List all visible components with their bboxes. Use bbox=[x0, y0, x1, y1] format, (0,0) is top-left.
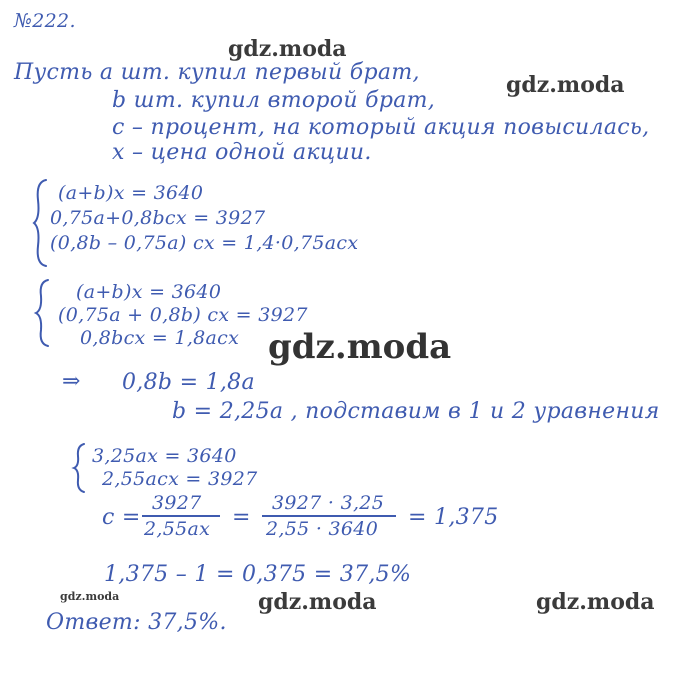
watermark: gdz.moda bbox=[228, 36, 347, 62]
system1-eq-2: 0,75a+0,8bcx = 3927 bbox=[50, 207, 266, 229]
c-result: = 1,375 bbox=[408, 505, 499, 530]
c-lhs: c = bbox=[102, 505, 141, 530]
intro-line-1: Пусть a шт. купил первый брат, bbox=[14, 60, 420, 85]
c-frac2-bar bbox=[262, 515, 396, 517]
watermark: gdz.moda bbox=[536, 589, 655, 615]
c-frac2-numerator: 3927 · 3,25 bbox=[272, 492, 385, 514]
c-equals: = bbox=[232, 505, 251, 530]
percent-line: 1,375 – 1 = 0,375 = 37,5% bbox=[104, 562, 412, 587]
watermark: gdz.moda bbox=[60, 590, 120, 603]
answer: Ответ: 37,5%. bbox=[46, 610, 227, 635]
system1-eq-1: (a+b)x = 3640 bbox=[58, 182, 204, 204]
system2-eq-1: (a+b)x = 3640 bbox=[76, 281, 222, 303]
system2-eq-3: 0,8bcx = 1,8acx bbox=[80, 327, 240, 349]
watermark: gdz.moda bbox=[506, 72, 625, 98]
problem-number: №222. bbox=[14, 10, 76, 32]
watermark: gdz.moda bbox=[268, 327, 452, 367]
watermark: gdz.moda bbox=[258, 589, 377, 615]
implication-line-1: 0,8b = 1,8a bbox=[122, 370, 255, 395]
intro-line-2: b шт. купил второй брат, bbox=[112, 88, 436, 113]
c-frac1-denominator: 2,55ax bbox=[144, 518, 211, 540]
system-brace-1 bbox=[32, 178, 52, 268]
system-brace-3 bbox=[72, 442, 90, 494]
c-frac1-bar bbox=[142, 515, 220, 517]
system3-eq-1: 3,25ax = 3640 bbox=[92, 445, 237, 467]
c-frac2-denominator: 2,55 · 3640 bbox=[266, 518, 379, 540]
c-frac1-numerator: 3927 bbox=[152, 492, 202, 514]
system2-eq-2: (0,75a + 0,8b) cx = 3927 bbox=[58, 304, 308, 326]
implication-arrow: ⇒ bbox=[62, 369, 81, 394]
system-brace-2 bbox=[34, 278, 54, 348]
intro-line-4: x – цена одной акции. bbox=[112, 140, 372, 165]
implication-line-2: b = 2,25a , подставим в 1 и 2 уравнения bbox=[172, 399, 660, 424]
system3-eq-2: 2,55acx = 3927 bbox=[102, 468, 258, 490]
intro-line-3: c – процент, на который акция повысилась, bbox=[112, 115, 650, 140]
system1-eq-3: (0,8b – 0,75a) cx = 1,4·0,75acx bbox=[50, 232, 359, 254]
